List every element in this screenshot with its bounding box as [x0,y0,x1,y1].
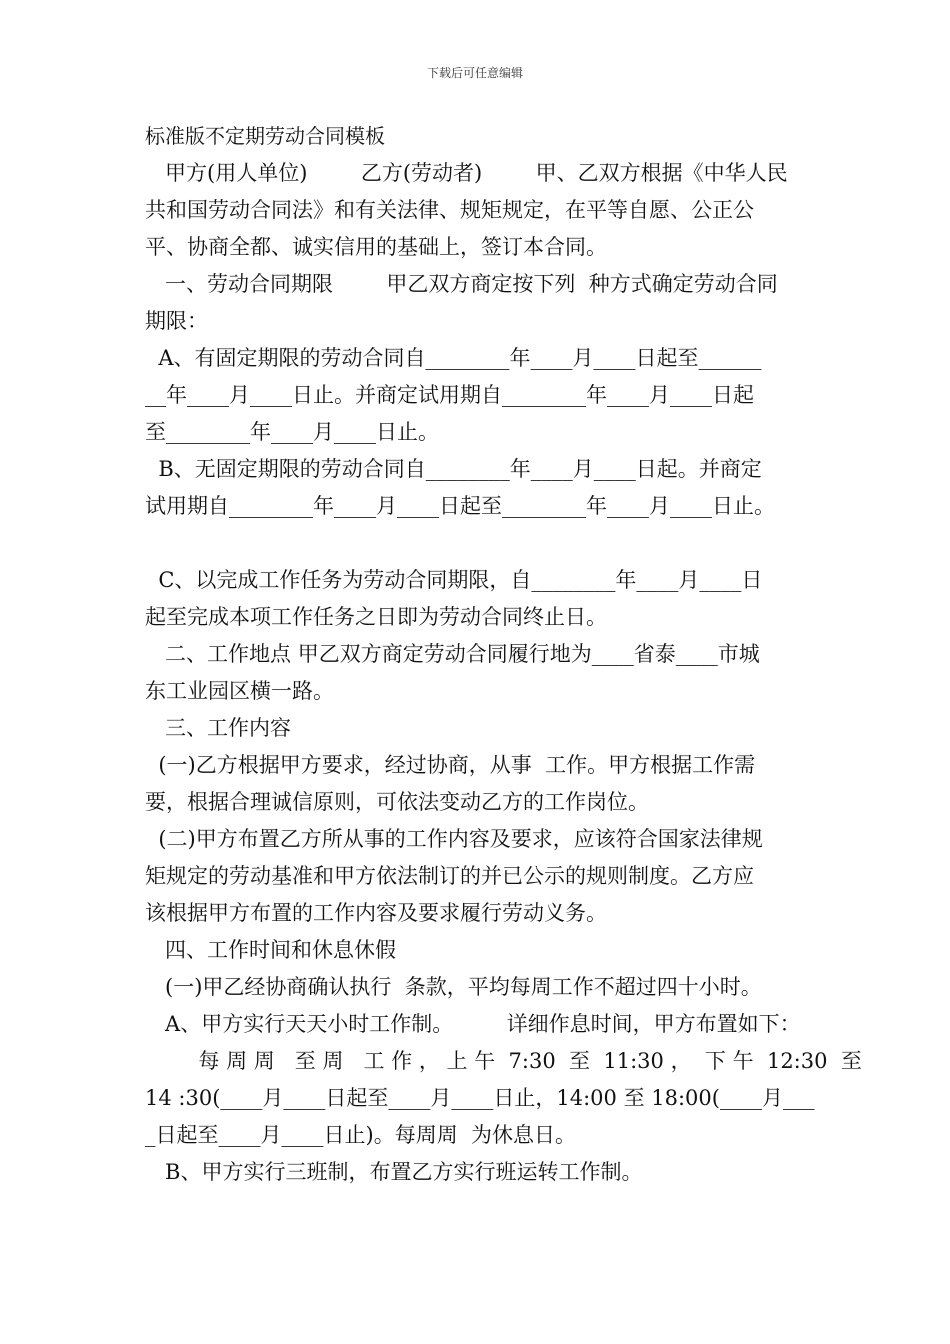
paragraph-line: 东工业园区横一路。 [145,679,334,703]
paragraph-line: A、有固定期限的劳动合同自________年____月____日起至______ [145,346,762,370]
paragraph-line: A、甲方实行天天小时工作制。 详细作息时间，甲方布置如下： [145,1012,801,1036]
paragraph-line: 甲方(用人单位) 乙方(劳动者) 甲、乙双方根据《中华人民 [145,161,788,185]
paragraph-line: 14 :30(____月____日起至____月____日止，14:00 至 18:00(____月___ [145,1086,815,1110]
paragraph-line: 一、劳动合同期限 甲乙双方商定按下列 种方式确定劳动合同 [145,272,778,296]
paragraph-line: B、甲方实行三班制，布置乙方实行班运转工作制。 [145,1160,643,1184]
paragraph-line: (一)甲乙经协商确认执行 条款，平均每周工作不超过四十小时。 [145,975,762,999]
paragraph-line: 起至完成本项工作任务之日即为劳动合同终止日。 [145,605,607,629]
paragraph-line: 试用期自________年____月____日起至________年____月____日止。 [145,494,775,518]
paragraph-line: 每 周 周 至 周 工 作 ， 上 午 7:30 至 11:30 ， 下 午 12:30 至 [145,1049,862,1073]
paragraph-line: 至________年____月____日止。 [145,420,439,444]
paragraph-line: 二、工作地点 甲乙双方商定劳动合同履行地为____省泰____市城 [145,642,760,666]
paragraph-line: 共和国劳动合同法》和有关法律、规矩规定，在平等自愿、公正公 [145,198,754,222]
paragraph-line: 矩规定的劳动基准和甲方依法制订的并已公示的规则制度。乙方应 [145,864,754,888]
section-heading: 三、工作内容 [145,716,292,740]
page-header: 下载后可任意编辑 [426,66,523,80]
paragraph-line: _日起至____月____日止)。每周周 为休息日。 [145,1123,577,1147]
paragraph-line: 平、协商全都、诚实信用的基础上，签订本合同。 [145,235,607,259]
paragraph-line: 期限： [145,309,208,333]
paragraph-line: 该根据甲方布置的工作内容及要求履行劳动义务。 [145,901,607,925]
paragraph-line: (一)乙方根据甲方要求，经过协商，从事 工作。甲方根据工作需 [145,753,756,777]
document-body [145,118,862,1191]
paragraph-line: __年____月____日止。并商定试用期自________年____月____日起 [145,383,754,407]
document-title: 标准版不定期劳动合同模板 [145,124,385,148]
blank-line [145,525,815,562]
section-heading: 四、工作时间和休息休假 [145,938,397,962]
paragraph-line: 要，根据合理诚信原则，可依法变动乙方的工作岗位。 [145,790,649,814]
paragraph-line: (二)甲方布置乙方所从事的工作内容及要求，应该符合国家法律规 [145,827,763,851]
paragraph-line: B、无固定期限的劳动合同自________年____月____日起。并商定 [145,457,762,481]
paragraph-line: C、以完成工作任务为劳动合同期限，自________年____月____日 [145,568,763,592]
